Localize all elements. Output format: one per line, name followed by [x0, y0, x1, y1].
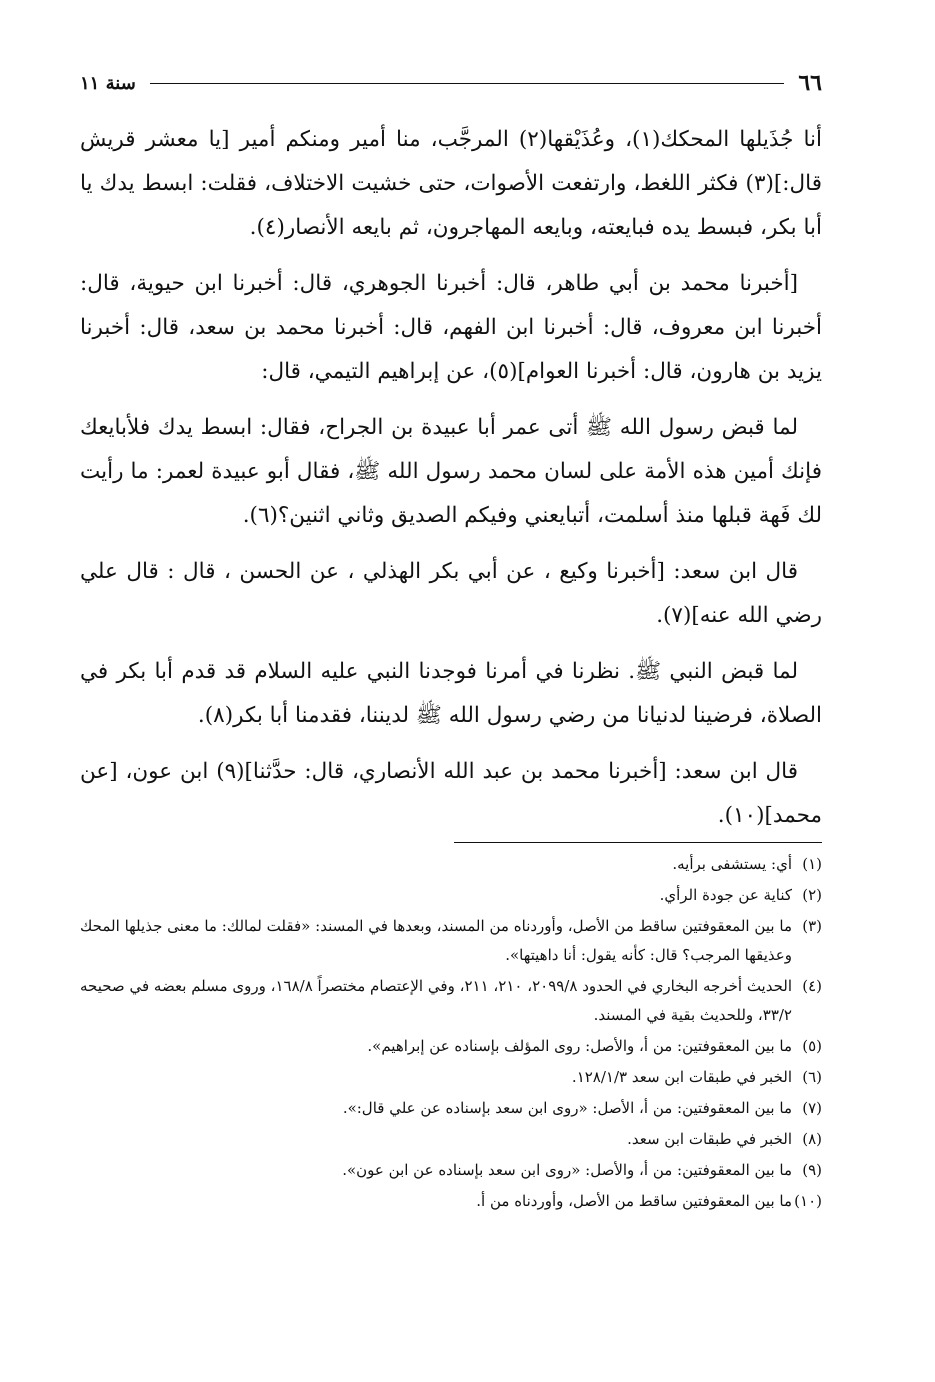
footnote-text: كناية عن جودة الرأي.	[659, 886, 792, 904]
footnote-number: (٧)	[802, 1099, 822, 1117]
footnote-text: ما بين المعقوفتين: من أ، والأصل: روى المؤلف بإسناده عن إبراهيم».	[367, 1037, 792, 1055]
footnote-number: (٨)	[802, 1130, 822, 1148]
footnote	[80, 850, 822, 879]
footnote-number: (٦)	[802, 1068, 822, 1086]
main-text	[80, 118, 822, 850]
footnote-number: (١)	[802, 855, 822, 873]
page-number: ٦٦	[798, 70, 822, 96]
footnote-number: (٩)	[802, 1161, 822, 1179]
paragraph: قال ابن سعد: [أخبرنا وكيع ، عن أبي بكر الهذلي ، عن الحسن ، قال : قال علي رضي الله عنه](٧).	[80, 559, 822, 628]
footnote	[80, 1156, 822, 1185]
footnote-number: (١٠)	[794, 1192, 822, 1210]
footnote-number: (٢)	[802, 886, 822, 904]
footnote	[80, 1094, 822, 1123]
footnote-text: الخبر في طبقات ابن سعد ١٢٨/١/٣.	[571, 1068, 792, 1086]
footnotes	[80, 850, 822, 1218]
footnote	[80, 1187, 822, 1216]
footnote	[80, 1125, 822, 1154]
paragraph: [أخبرنا محمد بن أبي طاهر، قال: أخبرنا الجوهري، قال: أخبرنا ابن حيوية، قال: أخبرنا ابن معروف، قال: أخبرنا ابن الفهم، قال: أخبرنا محمد بن سعد، قال: أخبرنا يزيد بن هارون، قال: أخبرنا العوام](٥)، عن إبراهيم التيمي، قال:	[80, 271, 822, 384]
paragraph: أنا جُذَيلها المحكك(١)، وعُذَيْقها(٢) المرجَّب، منا أمير ومنكم أمير [يا معشر قريش قال:](٣) فكثر اللغط، وارتفعت الأصوات، حتى خشيت الاختلاف، فقلت: ابسط يدك يا أبا بكر، فبسط يده فبايعته، وبايعه المهاجرون، ثم بايعه الأنصار(٤).	[80, 127, 822, 240]
year-label: سنة ١١	[80, 72, 136, 94]
footnote-text: ما بين المعقوفتين: من أ، الأصل: «روى ابن سعد بإسناده عن علي قال:».	[342, 1099, 792, 1117]
footnote-number: (٣)	[802, 917, 822, 935]
footnote	[80, 1063, 822, 1092]
footnote-number: (٤)	[802, 977, 823, 995]
footnote-text: الحديث أخرجه البخاري في الحدود ٢٠٩٩/٨، ٢١٠، ٢١١، وفي الإعتصام مختصراً ١٦٨/٨، وروى مسلم بعضه في صحيحه ٣٣/٢، وللحديث بقية في المسند.	[80, 977, 793, 1024]
footnote-text: أي: يستشفى برأيه.	[672, 855, 792, 873]
footnote-text: ما بين المعقوفتين: من أ، والأصل: «روى ابن سعد بإسناده عن ابن عون».	[342, 1161, 792, 1179]
header-rule	[150, 83, 785, 84]
paragraph: لما قبض النبي ﷺ. نظرنا في أمرنا فوجدنا النبي عليه السلام قد قدم أبا بكر في الصلاة، فرضينا لدنيانا من رضي رسول الله ﷺ لديننا، فقدمنا أبا بكر(٨).	[80, 659, 822, 728]
footnote-number: (٥)	[802, 1037, 822, 1055]
footnote-separator	[454, 842, 822, 843]
footnote	[80, 912, 822, 970]
footnote	[80, 972, 822, 1030]
footnote	[80, 881, 822, 910]
paragraph: قال ابن سعد: [أخبرنا محمد بن عبد الله الأنصاري، قال: حدَّثنا](٩) ابن عون، [عن محمد](١٠).	[80, 759, 822, 828]
footnote-text: ما بين المعقوفتين ساقط من الأصل، وأوردناه من المسند، وبعدها في المسند: «فقلت لمالك: ما معنى جذيلها المحك وعذيقها المرجب؟ قال: كأنه يقول: أنا داهيتها».	[80, 917, 792, 964]
footnote	[80, 1032, 822, 1061]
footnote-text: الخبر في طبقات ابن سعد.	[627, 1130, 792, 1148]
page-header	[80, 66, 822, 100]
footnote-text: ما بين المعقوفتين ساقط من الأصل، وأوردناه من أ.	[476, 1192, 792, 1210]
paragraph: لما قبض رسول الله ﷺ أتى عمر أبا عبيدة بن الجراح، فقال: ابسط يدك فلأبايعك فإنك أمين هذه الأمة على لسان محمد رسول الله ﷺ، فقال أبو عبيدة لعمر: ما رأيت لك فَهة قبلها منذ أسلمت، أتبايعني وفيكم الصديق وثاني اثنين؟(٦).	[80, 415, 822, 528]
